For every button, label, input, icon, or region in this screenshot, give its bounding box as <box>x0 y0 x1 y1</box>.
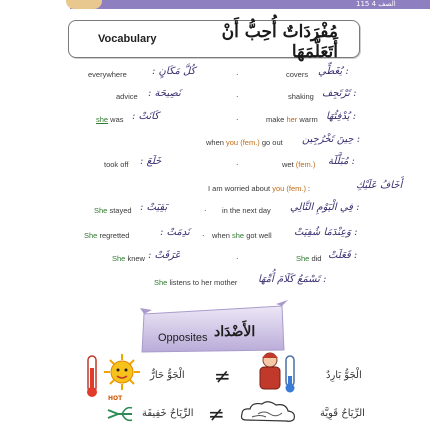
vocab-row9-right-en-she: She <box>296 254 310 263</box>
vocab-row6-en-fem: you (fem.) <box>272 184 306 193</box>
vocab-row8-right-ar: : وَعِنْدَمَا شُفِيَتْ <box>294 227 358 238</box>
separator-dot: . <box>204 204 207 213</box>
vocab-row1-right-ar: : يُغَطِّي <box>318 66 349 77</box>
not-equal-sign: ≠ <box>208 402 225 426</box>
vocab-row3-right-en-c: warm <box>297 115 318 124</box>
vocab-row5-right-en <box>282 160 315 169</box>
vocab-row4-en-fem: you (fem.) <box>226 138 260 147</box>
separator-dot: . <box>236 158 239 167</box>
light-wind-plant-icon <box>104 404 138 426</box>
vocab-row9-left-en-she: She <box>112 254 126 263</box>
vocab-row2-left-en: advice <box>116 92 138 101</box>
opposites-title-english: Opposites <box>158 332 208 344</box>
vocab-row3-right-en-her: her <box>286 115 298 124</box>
vocab-row8-right-en-she: she <box>232 231 245 240</box>
strong-wind-cloud-icon <box>238 400 302 426</box>
vocab-row8-right-en-c: got well <box>244 231 272 240</box>
vocab-row1-right-en: covers <box>286 70 309 79</box>
vocab-row9-right-en-did: did <box>309 254 322 263</box>
vocab-row10-en-she: She <box>154 278 168 287</box>
vocabulary-title-arabic: مُفْرَدَاتٌ أُحِبُّ أَنْ أَتَعَلَّمَهَا <box>221 22 338 62</box>
vocab-row3-left-en-she: she <box>96 115 109 124</box>
vocab-row1-left-en: everywhere <box>88 70 127 79</box>
vocab-row1-left-ar: كُلَّ مَكَانٍ : <box>152 66 196 77</box>
vocab-row3-left-en-was: was <box>108 115 124 124</box>
vocab-row9-left-en <box>112 254 145 263</box>
not-equal-sign: ≠ <box>214 364 231 388</box>
separator-dot: . <box>202 229 205 238</box>
vocab-row8-left-ar: نَدِمَتْ : <box>160 227 190 238</box>
vocab-row8-left-en-she: She <box>84 231 98 240</box>
vocab-row10-ar: : تَسْمَعُ كَلَامَ أُمِّهَا <box>258 274 327 285</box>
vocab-row8-left-en-regretted: regretted <box>97 231 130 240</box>
opposite-light-wind-text: الرِّيَاحُ خَفِيفَة <box>142 408 194 419</box>
separator-dot: . <box>236 68 239 77</box>
opposite-cold-text: الْجَوُّ بَارِدٌ <box>326 370 362 381</box>
sun-thermometer-icon <box>84 352 144 402</box>
vocab-row6-ar: أَخَافُ عَلَيْكِ <box>356 180 403 191</box>
vocab-row2-left-ar: نَصِيحَة : <box>148 88 181 99</box>
vocab-row8-left-en <box>84 231 129 240</box>
vocab-row9-left-en-knew: knew <box>125 254 145 263</box>
vocab-row3-left-en <box>96 115 124 124</box>
vocab-row8-right-en <box>212 231 272 240</box>
separator-dot: . <box>236 113 239 122</box>
vocab-row4-en-a: when <box>206 138 227 147</box>
separator-dot: . <box>236 90 239 99</box>
vocab-row5-right-en-wet: wet <box>282 160 296 169</box>
vocab-row7-right-en: in the next day <box>222 206 271 215</box>
vocab-row7-left-en-stayed: stayed <box>107 206 132 215</box>
vocab-row10-en-b: listens to her mother <box>167 278 238 287</box>
vocab-row9-right-ar: : فَعَلَتْ <box>328 250 358 261</box>
vocab-row7-left-en <box>94 206 132 215</box>
vocab-row4-en-c: go out <box>259 138 283 147</box>
page-header-label: 115 الصف 4 <box>356 0 396 8</box>
svg-text:HOT: HOT <box>108 395 123 402</box>
vocab-row3-right-en-a: make <box>266 115 287 124</box>
vocab-row8-right-en-a: when <box>212 231 233 240</box>
vocab-row2-right-en: shaking <box>288 92 314 101</box>
vocab-row2-right-ar: : تَرْتَجِف <box>322 88 357 99</box>
header-tab-decoration <box>66 0 102 9</box>
vocab-row9-left-ar: عَرَفَتْ : <box>148 250 181 261</box>
opposite-hot-text: الْجَوُّ حَارٌّ <box>150 370 185 381</box>
cold-person-icon <box>252 350 308 396</box>
vocab-row6-en-a: I am worried about <box>208 184 273 193</box>
vocab-row10-en <box>154 278 237 287</box>
opposites-banner <box>138 296 288 356</box>
vocab-row9-right-en <box>296 254 321 263</box>
vocab-row3-right-en <box>266 115 318 124</box>
vocab-row7-right-ar: : فِي الْيَوْمِ التَّالِي <box>290 202 360 213</box>
vocab-row3-left-ar: كَانَتْ : <box>132 111 159 122</box>
vocab-row3-right-ar: : يُدْفِئُهَا <box>326 111 357 122</box>
opposite-strong-wind-text: الرِّيَاحُ قَوِيَّة <box>320 408 365 419</box>
vocab-row7-left-en-she: She <box>94 206 108 215</box>
vocab-row4-ar: : حِينَ تَخْرُجِين <box>302 134 361 145</box>
vocabulary-title-english: Vocabulary <box>98 33 157 45</box>
vocab-row6-en <box>208 184 310 193</box>
vocab-row5-left-ar: خَلَعَ : <box>140 156 162 167</box>
vocab-row4-en <box>206 138 283 147</box>
vocab-row5-right-ar: : مُبَلَّلَة <box>328 156 355 167</box>
vocab-row6-en-c: : <box>305 184 311 193</box>
vocab-row7-left-ar: بَقِيَتْ : <box>140 202 168 213</box>
vocab-row5-right-en-fem: (fem.) <box>295 160 316 169</box>
separator-dot: . <box>236 252 239 261</box>
vocab-row5-left-en: took off <box>104 160 129 169</box>
opposites-title-arabic: الأَضْدَاد <box>214 324 256 340</box>
